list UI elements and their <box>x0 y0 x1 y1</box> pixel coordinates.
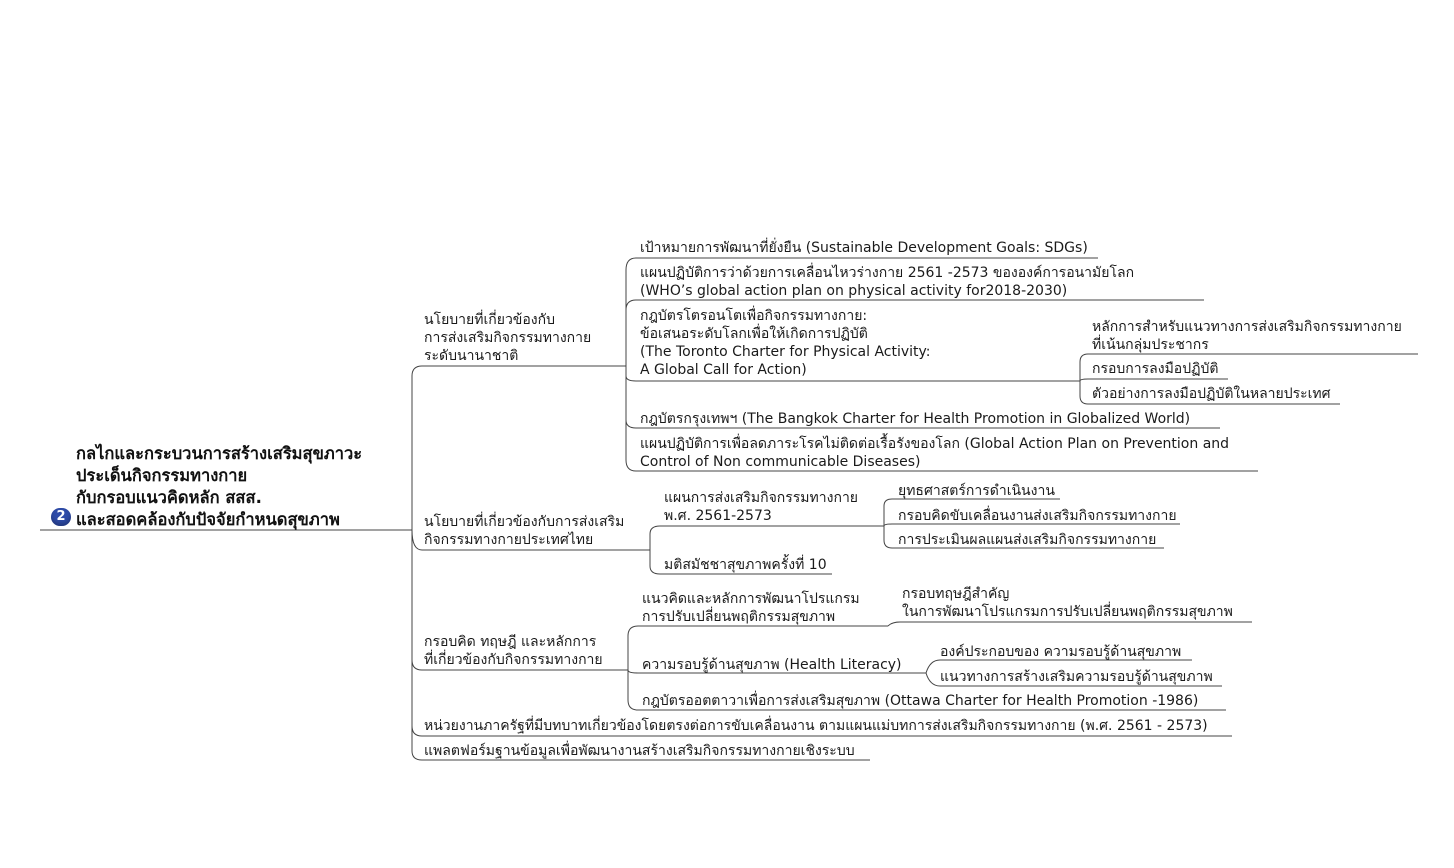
branch-concepts-line-1: กรอบคิด ทฤษฎี และหลักการ <box>424 634 597 650</box>
node-program-sub-line-1: กรอบทฤษฎีสำคัญ <box>902 586 1010 602</box>
node-ottawa-charter: กฎบัตรออตตาวาเพื่อการส่งเสริมสุขภาพ (Ottawa Charter for Health Promotion -1986) <box>642 693 1199 709</box>
node-who-line-1: แผนปฏิบัติการว่าด้วยการเคลื่อนไหวร่างกาย 2561 -2573 ขององค์การอนามัยโลก <box>640 265 1135 281</box>
node-program-line-2: การปรับเปลี่ยนพฤติกรรมสุขภาพ <box>642 609 836 625</box>
node-toronto-principles-line-1: หลักการสำหรับแนวทางการส่งเสริมกิจกรรมทางกาย <box>1092 319 1402 335</box>
branch-thailand-line-2: กิจกรรมทางกายประเทศไทย <box>424 532 594 548</box>
node-plan-strategy: ยุทธศาสตร์การดำเนินงาน <box>898 483 1055 499</box>
node-plan-evaluation: การประเมินผลแผนส่งเสริมกิจกรรมทางกาย <box>898 532 1157 548</box>
node-thai-plan-line-1: แผนการส่งเสริมกิจกรรมทางกาย <box>664 490 859 506</box>
node-toronto-line-3: (The Toronto Charter for Physical Activity: <box>640 344 931 360</box>
node-health-literacy: ความรอบรู้ด้านสุขภาพ (Health Literacy) <box>642 657 902 673</box>
node-plan-framework: กรอบคิดขับเคลื่อนงานส่งเสริมกิจกรรมทางกาย <box>898 508 1177 524</box>
step-number-badge: 2 <box>51 508 71 526</box>
node-program-line-1: แนวคิดและหลักการพัฒนาโปรแกรม <box>642 591 860 607</box>
branch-thailand-line-1: นโยบายที่เกี่ยวข้องกับการส่งเสริม <box>424 514 625 530</box>
trunk-to-international <box>412 366 612 530</box>
branch-international-line-1: นโยบายที่เกี่ยวข้องกับ <box>424 312 555 328</box>
branch-international-line-2: การส่งเสริมกิจกรรมทางกาย <box>424 330 592 346</box>
branch-international-line-3: ระดับนานาชาติ <box>424 348 519 364</box>
node-ncd-line-1: แผนปฏิบัติการเพื่อลดภาระโรคไม่ติดต่อเรื้อรังของโลก (Global Action Plan on Prevention and <box>640 436 1230 452</box>
node-ncd-line-2: Control of Non communicable Diseases) <box>640 454 921 470</box>
branch-concepts-line-2: ที่เกี่ยวข้องกับกิจกรรมทางกาย <box>424 652 603 668</box>
node-toronto-principles-line-2: ที่เน้นกลุ่มประชากร <box>1092 337 1209 353</box>
node-literacy-components: องค์ประกอบของ ความรอบรู้ด้านสุขภาพ <box>940 644 1182 660</box>
node-sdgs: เป้าหมายการพัฒนาที่ยั่งยืน (Sustainable Development Goals: SDGs) <box>640 240 1088 256</box>
branch-platform: แพลตฟอร์มฐานข้อมูลเพื่อพัฒนางานสร้างเสริมกิจกรรมทางกายเชิงระบบ <box>424 743 855 759</box>
node-bangkok: กฎบัตรกรุงเทพฯ (The Bangkok Charter for Health Promotion in Globalized World) <box>640 411 1191 427</box>
node-program-sub-line-2: ในการพัฒนาโปรแกรมการปรับเปลี่ยนพฤติกรรมสุขภาพ <box>902 604 1233 620</box>
thai-stub <box>650 526 872 550</box>
node-health-assembly: มติสมัชชาสุขภาพครั้งที่ 10 <box>664 557 827 573</box>
node-toronto-line-2: ข้อเสนอระดับโลกเพื่อให้เกิดการปฏิบัติ <box>640 326 868 342</box>
branch-agencies: หน่วยงานภาครัฐที่มีบทบาทเกี่ยวข้องโดยตรงต่อการขับเคลื่อนงาน ตามแผนแม่บทการส่งเสริมกิจกรรมทางกาย (พ.ศ. 2561 - 2573) <box>424 718 1208 734</box>
node-toronto-framework: กรอบการลงมือปฏิบัติ <box>1092 361 1219 377</box>
node-who-line-2: (WHO’s global action plan on physical activity for2018-2030) <box>640 283 1068 299</box>
program-to-sub <box>888 622 1252 626</box>
node-toronto-line-4: A Global Call for Action) <box>640 362 807 378</box>
root-title-line-4: และสอดคล้องกับปัจจัยกำหนดสุขภาพ <box>76 510 340 529</box>
node-thai-plan-line-2: พ.ศ. 2561-2573 <box>664 508 772 524</box>
root-title-line-1: กลไกและกระบวนการสร้างเสริมสุขภาวะ <box>76 444 363 463</box>
node-toronto-examples: ตัวอย่างการลงมือปฏิบัติในหลายประเทศ <box>1092 386 1331 402</box>
node-toronto-line-1: กฎบัตรโตรอนโตเพื่อกิจกรรมทางกาย: <box>640 308 868 324</box>
node-literacy-approach: แนวทางการสร้างเสริมความรอบรู้ด้านสุขภาพ <box>940 669 1213 685</box>
root-title-line-2: ประเด็นกิจกรรมทางกาย <box>76 466 248 485</box>
toronto-to-framework <box>1080 379 1228 381</box>
root-title-line-3: กับกรอบแนวคิดหลัก สสส. <box>76 488 262 507</box>
